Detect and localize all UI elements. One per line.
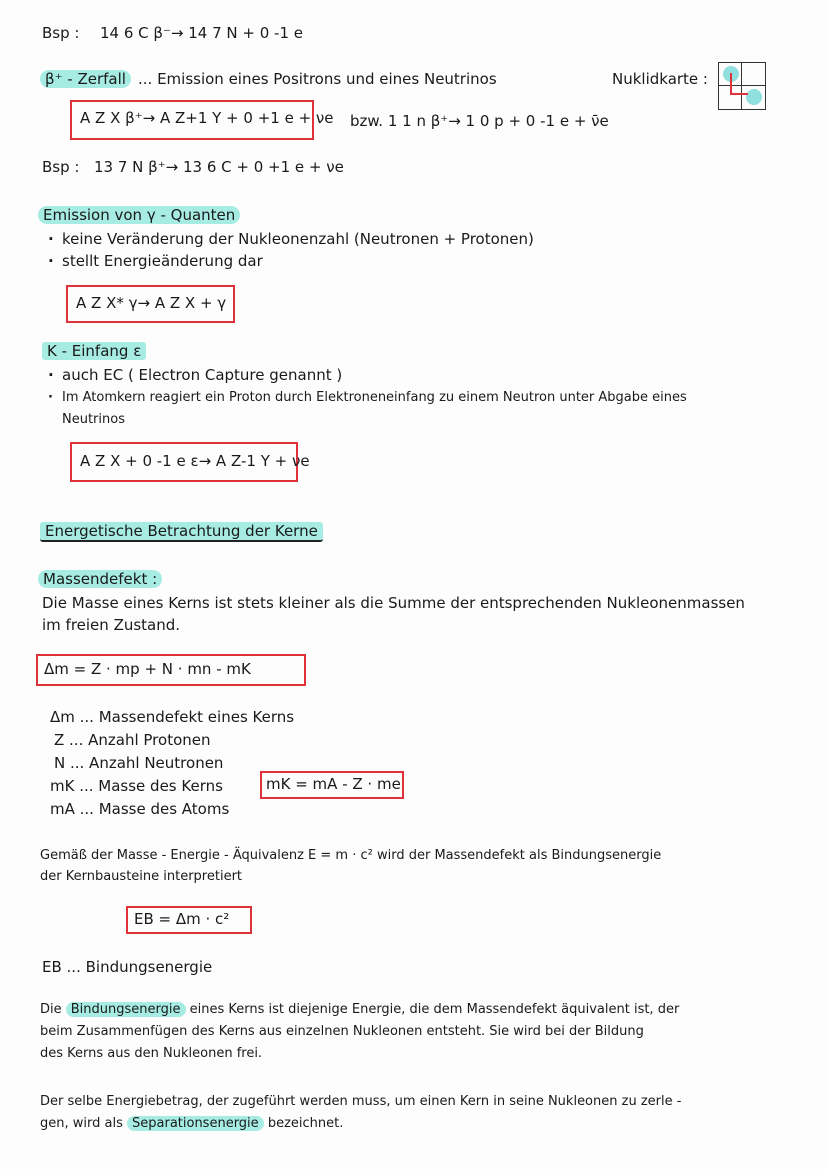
eb-definition: EB ... Bindungsenergie [42, 958, 213, 976]
k-capture-title: K - Einfang ε [42, 342, 146, 360]
def-z: Z ... Anzahl Protonen [54, 731, 211, 749]
equivalence-line-2: der Kernbausteine interpretiert [40, 869, 243, 884]
binding-line-1: Die Bindungsenergie eines Kerns ist diejenige Energie, die dem Massendefekt äquivalent ist, der [40, 1002, 680, 1017]
binding-line-3: des Kerns aus den Nukleonen frei. [40, 1046, 263, 1061]
energetics-heading: Energetische Betrachtung der Kerne [40, 522, 323, 540]
separation-line-2: gen, wird als Separationsenergie bezeichnet. [40, 1116, 344, 1131]
gamma-formula: A Z X* γ→ A Z X + γ [76, 294, 227, 312]
binding-line-2: beim Zusammenfügen des Kerns aus einzelnen Nukleonen entsteht. Sie wird bei der Bildung [40, 1024, 644, 1039]
k-capture-formula: A Z X + 0 -1 e ε→ A Z-1 Y + νe [80, 452, 310, 470]
beta-plus-example-equation: 13 7 N β⁺→ 13 6 C + 0 +1 e + νe [94, 158, 344, 176]
k-capture-bullet-2-cont: Neutrinos [62, 412, 125, 427]
massdefect-title: Massendefekt : [38, 570, 162, 588]
nuklidkarte-label: Nuklidkarte : [612, 70, 708, 88]
binding-energy-formula: EB = Δm · c² [134, 910, 230, 928]
massdefect-line-1: Die Masse eines Kerns ist stets kleiner als die Summe der entsprechenden Nukleonenmassen [42, 594, 745, 612]
equivalence-line-1: Gemäß der Masse - Energie - Äquivalenz E = m · c² wird der Massendefekt als Bindungsenergie [40, 848, 662, 863]
gamma-bullet-2: · stellt Energieänderung dar [62, 252, 263, 270]
def-n: N ... Anzahl Neutronen [54, 754, 224, 772]
beta-plus-description: ... Emission eines Positrons und eines Neutrinos [138, 70, 497, 88]
massdefect-formula: Δm = Z · mp + N · mn - mK [44, 660, 251, 678]
separation-line-1: Der selbe Energiebetrag, der zugeführt werden muss, um einen Kern in seine Nukleonen zu zerle - [40, 1094, 682, 1109]
k-capture-bullet-1: · auch EC ( Electron Capture genannt ) [62, 366, 342, 384]
separation-energy-term: Separationsenergie [127, 1116, 264, 1131]
gamma-bullet-1: · keine Veränderung der Nukleonenzahl (Neutronen + Protonen) [62, 230, 534, 248]
beta-minus-example-equation: 14 6 C β⁻→ 14 7 N + 0 -1 e [100, 24, 303, 42]
binding-energy-term: Bindungsenergie [66, 1002, 186, 1017]
mk-formula: mK = mA - Z · me [266, 775, 401, 793]
k-capture-bullet-2: · Im Atomkern reagiert ein Proton durch Elektroneneinfang zu einem Neutron unter Abgabe eines [62, 390, 687, 405]
def-delta-m: Δm ... Massendefekt eines Kerns [50, 708, 295, 726]
def-mk: mK ... Masse des Kerns [50, 777, 223, 795]
beta-plus-formula: A Z X β⁺→ A Z+1 Y + 0 +1 e + νe [80, 109, 334, 127]
gamma-title: Emission von γ - Quanten [38, 206, 240, 224]
massdefect-line-2: im freien Zustand. [42, 616, 181, 634]
beta-plus-alternative: bzw. 1 1 n β⁺→ 1 0 p + 0 -1 e + ν̄e [350, 112, 609, 130]
beta-plus-title: β⁺ - Zerfall [40, 70, 131, 88]
example-label: Bsp : [42, 24, 80, 42]
example-label-2: Bsp : [42, 158, 80, 176]
nuclide-chart-icon [718, 62, 766, 110]
def-ma: mA ... Masse des Atoms [50, 800, 230, 818]
